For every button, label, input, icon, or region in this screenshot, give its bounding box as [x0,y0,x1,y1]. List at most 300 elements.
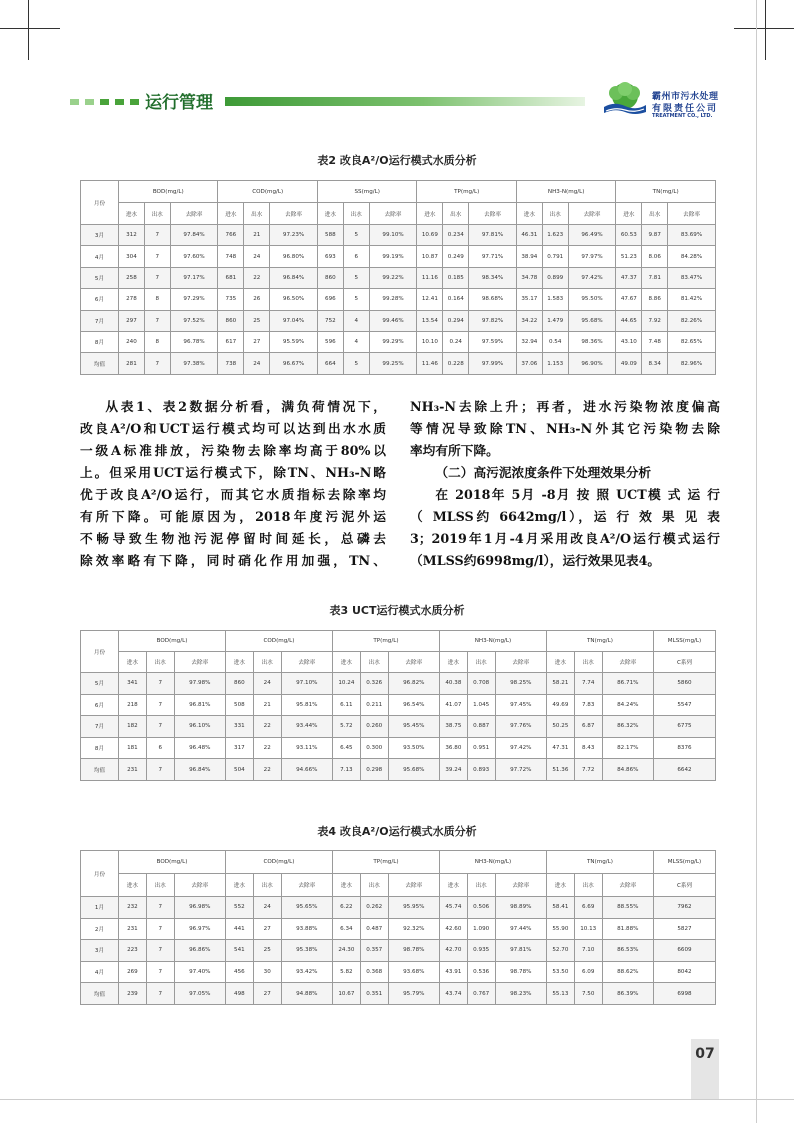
table-cell: 98.36% [568,331,616,352]
table-cell: 7 [146,983,174,1005]
sub-header: 进水 [225,874,253,897]
table-cell: 84.86% [602,759,653,781]
table-cell: 7.74 [574,673,602,695]
table-cell: 95.45% [388,716,439,738]
sub-header: 去除率 [495,874,546,897]
table-cell: 12.41 [417,289,443,310]
table-cell: 96.67% [270,353,318,374]
table-cell: 5 [343,289,369,310]
sub-header: 进水 [332,874,360,897]
table-cell: 96.81% [174,694,225,716]
sub-header: 出水 [443,203,469,225]
table-cell: 681 [218,267,244,288]
table-cell: 1.623 [542,225,568,246]
table-cell: 7.48 [642,331,668,352]
body-text-line: （MLSS约6998mg/l），运行效果见表4。 [410,553,661,568]
table-row [81,983,716,1005]
table-cell: 10.13 [574,918,602,940]
table-cell: 5 [343,353,369,374]
table-cell: 5 [343,267,369,288]
sub-header: 进水 [119,874,147,897]
table-cell: 8.34 [642,353,668,374]
table-cell: 95.68% [388,759,439,781]
table-cell: 97.60% [170,246,218,267]
table-cell: 6.11 [332,694,360,716]
table-cell: 99.10% [369,225,417,246]
table-cell: 860 [317,267,343,288]
table-cell: 98.68% [469,289,517,310]
group-header: MLSS(mg/L) [653,631,715,652]
body-text-line: 率均有所下降。 [410,443,499,458]
page-number-strip [691,1069,719,1099]
table-cell: 456 [225,961,253,983]
table-cell: 84.24% [602,694,653,716]
table-row [81,331,716,352]
table-cell: 22 [253,716,281,738]
table-cell: 96.98% [174,897,225,919]
table-cell: 0.54 [542,331,568,352]
table-row [81,289,716,310]
table-cell: 96.78% [170,331,218,352]
table-cell: 94.66% [281,759,332,781]
table-cell: 96.50% [270,289,318,310]
group-header: TP(mg/L) [332,631,439,652]
table4-caption: 表4 改良A²/O运行模式水质分析 [317,825,477,838]
table-cell: 98.89% [495,897,546,919]
table-cell: 766 [218,225,244,246]
table-cell: 97.76% [495,716,546,738]
table-cell: 6.45 [332,737,360,759]
sub-header: 出水 [146,652,174,673]
table-cell: 30 [253,961,281,983]
table-cell: 240 [119,331,145,352]
group-header: MLSS(mg/L) [653,851,715,874]
sub-header: 进水 [516,203,542,225]
table-cell: 588 [317,225,343,246]
table-cell: 58.21 [546,673,574,695]
table-cell: 0.791 [542,246,568,267]
table-row [81,897,716,919]
group-header: COD(mg/L) [225,851,332,874]
table-cell: 82.96% [668,353,716,374]
table-cell: 0.249 [443,246,469,267]
table-cell: 27 [253,918,281,940]
table-cell: 0.234 [443,225,469,246]
table-cell: 42.70 [439,940,467,962]
table-cell: 93.11% [281,737,332,759]
table-cell: 均值 [81,353,119,374]
table-row [81,716,716,738]
table-cell: 22 [253,759,281,781]
table-cell: 5月 [81,673,119,695]
header-bar [225,97,585,106]
table-cell: 88.55% [602,897,653,919]
table-cell: 42.60 [439,918,467,940]
crop-mark [765,0,766,60]
table-cell: 7.13 [332,759,360,781]
table-cell: 96.10% [174,716,225,738]
month-header: 月份 [81,181,119,225]
table-cell: 0.506 [467,897,495,919]
table-cell: 317 [225,737,253,759]
body-text-right [410,396,720,572]
table-cell: 0.260 [360,716,388,738]
table-cell: 96.84% [174,759,225,781]
table-cell: 98.78% [495,961,546,983]
table-cell: 97.81% [495,940,546,962]
table-cell: 7.81 [642,267,668,288]
sub-header: 去除率 [602,874,653,897]
table-cell: 0.899 [542,267,568,288]
body-text-line: 有所下降。可能原因为，2018年度污泥外运 [80,509,386,524]
table-cell: 96.97% [174,918,225,940]
table-cell: 98.25% [495,673,546,695]
body-text-left [80,396,386,572]
group-header: TN(mg/L) [546,851,653,874]
sub-header: 出水 [360,652,388,673]
crop-mark [0,28,60,29]
sub-header: 出水 [253,874,281,897]
table-cell: 97.10% [281,673,332,695]
table-cell: 97.42% [495,737,546,759]
group-header: BOD(mg/L) [119,631,226,652]
table3-caption: 表3 UCT运行模式水质分析 [329,604,465,617]
table-cell: 21 [253,694,281,716]
table-cell: 46.31 [516,225,542,246]
table-cell: 0.935 [467,940,495,962]
table-cell: 1.090 [467,918,495,940]
month-header: 月份 [81,631,119,673]
table-cell: 6月 [81,289,119,310]
table-cell: 1月 [81,897,119,919]
table-cell: 82.65% [668,331,716,352]
table-cell: 43.91 [439,961,467,983]
table-cell: 6998 [653,983,715,1005]
table-cell: 10.69 [417,225,443,246]
table-cell: 0.767 [467,983,495,1005]
table-cell: 95.50% [568,289,616,310]
sub-header: 去除率 [388,874,439,897]
table-cell: 97.40% [174,961,225,983]
table-cell: 95.79% [388,983,439,1005]
sub-header: 进水 [439,874,467,897]
table-cell: 693 [317,246,343,267]
table-cell: 96.90% [568,353,616,374]
table-cell: 99.46% [369,310,417,331]
table-cell: 9.87 [642,225,668,246]
table-cell: 95.59% [270,331,318,352]
table-cell: 0.893 [467,759,495,781]
sub-header: 进水 [317,203,343,225]
sub-header: C系列 [653,874,715,897]
table-cell: 55.90 [546,918,574,940]
table-cell: 7.92 [642,310,668,331]
table-cell: 95.68% [568,310,616,331]
table-cell: 281 [119,353,145,374]
table-cell: 97.38% [170,353,218,374]
table-cell: 696 [317,289,343,310]
table-cell: 94.88% [281,983,332,1005]
table-cell: 81.88% [602,918,653,940]
table-cell: 182 [119,716,147,738]
table-cell: 5.72 [332,716,360,738]
table-cell: 552 [225,897,253,919]
sub-header: 出水 [244,203,270,225]
table-cell: 8.86 [642,289,668,310]
table-cell: 10.24 [332,673,360,695]
table-row [81,673,716,695]
table-cell: 258 [119,267,145,288]
table-cell: 92.32% [388,918,439,940]
table-cell: 96.49% [568,225,616,246]
table-cell: 97.42% [568,267,616,288]
table-cell: 8376 [653,737,715,759]
table-cell: 25 [253,940,281,962]
table-cell: 81.42% [668,289,716,310]
table-cell: 752 [317,310,343,331]
table-cell: 6.34 [332,918,360,940]
sub-header: 出水 [467,874,495,897]
table-cell: 44.65 [616,310,642,331]
table-cell: 341 [119,673,147,695]
sub-header: 出水 [343,203,369,225]
sub-header: 去除率 [602,652,653,673]
table-cell: 498 [225,983,253,1005]
table-cell: 7 [144,310,170,331]
table-cell: 8 [144,289,170,310]
table-cell: 97.98% [174,673,225,695]
table-cell: 24 [244,246,270,267]
table-cell: 32.94 [516,331,542,352]
table-cell: 5547 [653,694,715,716]
body-text-line: 改良A²/O和UCT运行模式均可以达到出水水质 [80,421,386,436]
table-cell: 96.48% [174,737,225,759]
table-cell: 22 [244,267,270,288]
table-row [81,225,716,246]
table-cell: 8042 [653,961,715,983]
table-cell: 218 [119,694,147,716]
table-cell: 0.951 [467,737,495,759]
table-cell: 7.72 [574,759,602,781]
table-cell: 11.46 [417,353,443,374]
table-cell: 83.47% [668,267,716,288]
table-cell: 7 [146,918,174,940]
table-row [81,961,716,983]
sub-header: 去除率 [388,652,439,673]
table-cell: 58.41 [546,897,574,919]
table-row [81,918,716,940]
table-cell: 541 [225,940,253,962]
table-cell: 93.88% [281,918,332,940]
table-cell: 43.74 [439,983,467,1005]
table-cell: 735 [218,289,244,310]
group-header: SS(mg/L) [317,181,417,203]
table-cell: 7 [144,246,170,267]
table-cell: 5860 [653,673,715,695]
table-cell: 0.300 [360,737,388,759]
body-text-line: 优于改良A²/O运行，而其它水质指标去除率均 [80,487,386,502]
table-cell: 82.17% [602,737,653,759]
table-cell: 40.38 [439,673,467,695]
table-cell: 22 [253,737,281,759]
table-cell: 86.53% [602,940,653,962]
table-cell: 97.05% [174,983,225,1005]
table-cell: 24.30 [332,940,360,962]
table-cell: 7 [146,716,174,738]
table-header-row [81,631,716,652]
table-cell: 27 [253,983,281,1005]
table-cell: 312 [119,225,145,246]
table-cell: 99.19% [369,246,417,267]
sub-header: 去除率 [270,203,318,225]
sub-header: 出水 [467,652,495,673]
table-subheader-row [81,203,716,225]
sub-header: 进水 [119,203,145,225]
sub-header: 去除率 [170,203,218,225]
body-text-line: NH₃-N去除上升；再者，进水污染物浓度偏高 [410,399,720,414]
header-dots [70,99,139,105]
table-cell: 6 [146,737,174,759]
table-cell: 860 [225,673,253,695]
table-cell: 0.24 [443,331,469,352]
table-cell: 98.34% [469,267,517,288]
table-cell: 4月 [81,961,119,983]
table-cell: 504 [225,759,253,781]
table-cell: 96.80% [270,246,318,267]
table-cell: 5 [343,225,369,246]
table-cell: 97.82% [469,310,517,331]
body-text-line: 3；2019年1月-4月采用改良A²/O运行模式运行 [410,531,720,546]
table-header-row [81,851,716,874]
table-cell: 6775 [653,716,715,738]
table-cell: 97.04% [270,310,318,331]
group-header: NH3-N(mg/L) [516,181,616,203]
table-row [81,940,716,962]
table-cell: 0.164 [443,289,469,310]
table-cell: 95.81% [281,694,332,716]
table-cell: 51.23 [616,246,642,267]
table-row [81,737,716,759]
table-cell: 97.72% [495,759,546,781]
table-cell: 45.74 [439,897,467,919]
table-cell: 1.045 [467,694,495,716]
sub-header: 去除率 [281,652,332,673]
crop-mark [734,28,794,29]
sub-header: 去除率 [174,874,225,897]
table-cell: 83.69% [668,225,716,246]
table-cell: 86.32% [602,716,653,738]
table-cell: 748 [218,246,244,267]
table-cell: 95.65% [281,897,332,919]
sub-header: 去除率 [668,203,716,225]
sub-header: 出水 [574,874,602,897]
sub-header: 去除率 [568,203,616,225]
table-cell: 7 [146,897,174,919]
sub-header: 进水 [439,652,467,673]
table-cell: 10.10 [417,331,443,352]
table-cell: 5.82 [332,961,360,983]
table-cell: 269 [119,961,147,983]
table-cell: 95.38% [281,940,332,962]
table-cell: 0.262 [360,897,388,919]
table-cell: 5827 [653,918,715,940]
sub-header: 进水 [546,874,574,897]
sub-header: 进水 [119,652,147,673]
table-cell: 0.294 [443,310,469,331]
sub-header: 进水 [332,652,360,673]
table-cell: 55.13 [546,983,574,1005]
table-cell: 97.71% [469,246,517,267]
company-logo-icon [602,82,648,118]
table-cell: 0.228 [443,353,469,374]
table-cell: 47.31 [546,737,574,759]
table-cell: 38.75 [439,716,467,738]
table-cell: 21 [244,225,270,246]
table-cell: 41.07 [439,694,467,716]
sub-header: C系列 [653,652,715,673]
table-cell: 51.36 [546,759,574,781]
table-cell: 97.45% [495,694,546,716]
body-text-line: 除效率略有下降，同时硝化作用加强，TN、 [80,553,386,568]
table-cell: 99.29% [369,331,417,352]
table-cell: 84.28% [668,246,716,267]
table-cell: 24 [244,353,270,374]
table-cell: 49.69 [546,694,574,716]
table-cell: 6.09 [574,961,602,983]
sub-header: 出水 [360,874,388,897]
body-text-line: 上。但采用UCT运行模式下，除TN、NH₃-N略 [80,465,386,480]
table-cell: 97.17% [170,267,218,288]
table-cell: 4 [343,331,369,352]
table-cell: 331 [225,716,253,738]
table-cell: 860 [218,310,244,331]
table-cell: 39.24 [439,759,467,781]
table-subheader-row [81,874,716,897]
table-cell: 0.298 [360,759,388,781]
table-cell: 1.583 [542,289,568,310]
table-cell: 664 [317,353,343,374]
table-cell: 93.44% [281,716,332,738]
table-cell: 4 [343,310,369,331]
table-cell: 7.10 [574,940,602,962]
table-row [81,310,716,331]
table-cell: 35.17 [516,289,542,310]
table-cell: 7 [146,673,174,695]
table-cell: 3月 [81,225,119,246]
table-cell: 99.25% [369,353,417,374]
table-row [81,246,716,267]
table-cell: 97.99% [469,353,517,374]
table-cell: 6642 [653,759,715,781]
table-cell: 441 [225,918,253,940]
body-text-line: （ MLSS约 6642mg/l），运 行 效 果 见 表 [410,509,720,524]
body-text-line: 在 2018年 5月 -8月 按 照 UCT模 式 运 行 [435,487,720,502]
table-cell: 2月 [81,918,119,940]
group-header: NH3-N(mg/L) [439,851,546,874]
table-cell: 97.23% [270,225,318,246]
table-cell: 97.81% [469,225,517,246]
table-cell: 86.39% [602,983,653,1005]
table-cell: 6.69 [574,897,602,919]
table-cell: 297 [119,310,145,331]
table-cell: 7 [146,940,174,962]
table-cell: 5月 [81,267,119,288]
table-cell: 6月 [81,694,119,716]
table-cell: 60.53 [616,225,642,246]
table-cell: 95.95% [388,897,439,919]
section-title: 运行管理 [145,93,213,113]
group-header: BOD(mg/L) [119,851,226,874]
